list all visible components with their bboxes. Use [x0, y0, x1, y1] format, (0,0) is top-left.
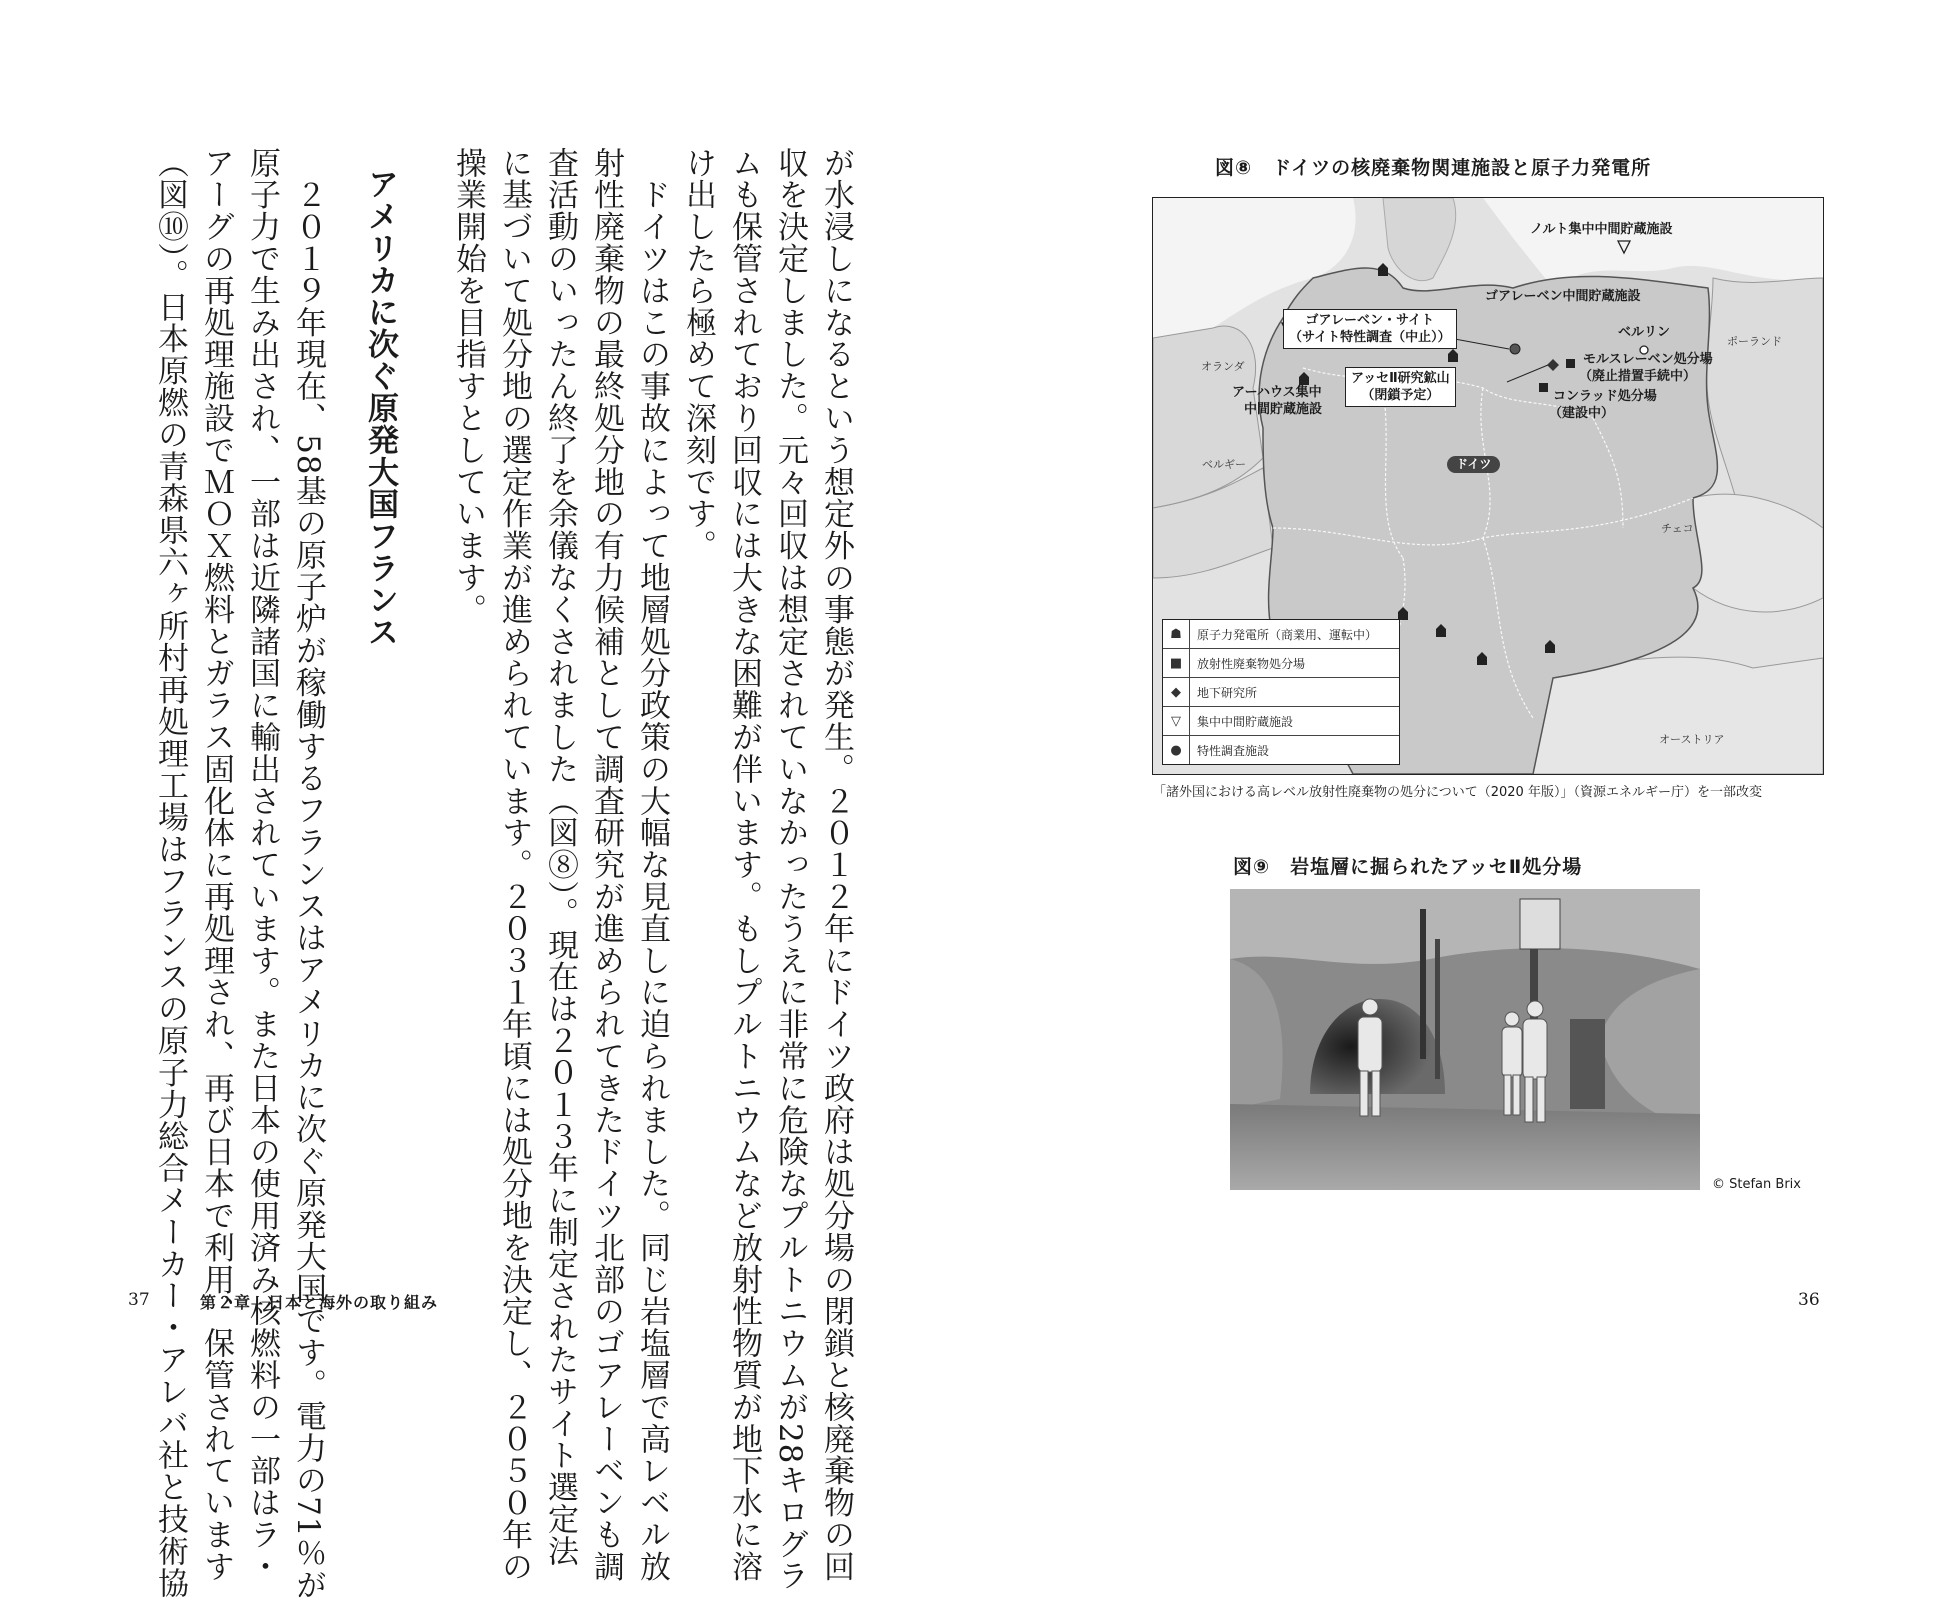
body-text-column: に基づいて処分地の選定作業が進められています。２０３１年頃には処分地を決定し、２０５０年の [496, 147, 532, 1583]
legend-row [1163, 648, 1399, 677]
label-netherlands: オランダ [1201, 360, 1245, 373]
label-czech: チェコ [1661, 522, 1694, 535]
label-nord-storage: ノルト集中中間貯蔵施設 [1530, 222, 1673, 237]
figure9-title: 図⑨ 岩塩層に掘られたアッセⅡ処分場 [1233, 856, 1583, 878]
label-gorleben-storage: ゴアレーベン中間貯蔵施設 [1485, 289, 1641, 304]
label-morsleben-status: （廃止措置手続中） [1579, 369, 1697, 384]
legend-label: 地下研究所 [1197, 685, 1258, 700]
germany-map [1152, 197, 1824, 775]
interim-storage-icon: ▽ [1163, 707, 1190, 735]
map-legend [1162, 619, 1400, 765]
callout-asse [1345, 367, 1456, 407]
legend-label: 原子力発電所（商業用、運転中） [1197, 627, 1378, 642]
label-germany: ドイツ [1447, 456, 1500, 473]
legend-label: 特性調査施設 [1197, 743, 1270, 758]
body-text-column: ２０１９年現在、58基の原子炉が稼働するフランスはアメリカに次ぐ原発大国です。電力の71％が [290, 147, 326, 1601]
body-text-column: 査活動のいったん終了を余儀なくされました（図⑧）。現在は２０１３年に制定されたサイト選定法 [542, 147, 578, 1567]
nuclear-plant-icon: ☗ [1163, 620, 1190, 648]
label-morsleben: モルスレーベン処分場 [1583, 352, 1713, 367]
body-text-column: 収を決定しました。元々回収は想定されていなかったうえに非常に危険なプルトニウムが28キログラ [772, 147, 808, 1592]
page-number-left: 37 [128, 1290, 150, 1310]
figure8-caption: 「諸外国における高レベル放射性廃棄物の処分について（2020 年版）」（資源エネルギー庁）を一部改変 [1153, 785, 1762, 800]
body-text-column: け出したら極めて深刻です。 [680, 147, 716, 562]
body-text-column: 原子力で生み出され、一部は近隣諸国に輸出されています。また日本の使用済み核燃料の一部はラ・ [244, 147, 280, 1583]
body-text-column: 射性廃棄物の最終処分地の有力候補として調査研究が進められてきたドイツ北部のゴアレーベンも調 [588, 147, 624, 1583]
legend-label: 集中中間貯蔵施設 [1197, 714, 1294, 729]
body-text-column: 操業開始を目指すとしています。 [450, 147, 486, 626]
legend-row [1163, 735, 1399, 764]
label-ahaus-2: 中間貯蔵施設 [1244, 402, 1323, 417]
asse-mine-photo [1230, 889, 1700, 1190]
callout-line: ゴアレーベン・サイト [1305, 313, 1435, 328]
survey-site-icon: ● [1163, 736, 1190, 764]
label-belgium: ベルギー [1202, 458, 1246, 471]
legend-row [1163, 706, 1399, 735]
figure8-title: 図⑧ ドイツの核廃棄物関連施設と原子力発電所 [1215, 157, 1652, 179]
callout-line: アッセⅡ研究鉱山 [1351, 371, 1450, 386]
label-poland: ポーランド [1727, 335, 1782, 348]
legend-label: 放射性廃棄物処分場 [1197, 656, 1306, 671]
callout-line: （閉鎖予定） [1361, 388, 1440, 403]
body-text-column: ムも保管されており回収には大きな困難が伴います。もしプルトニウムなど放射性物質が地下水に溶 [726, 147, 762, 1583]
body-text-column: が水浸しになるという想定外の事態が発生。２０１２年にドイツ政府は処分場の閉鎖と核廃棄物の回 [818, 147, 854, 1583]
label-austria: オーストリア [1659, 733, 1725, 746]
callout-line: （サイト特性調査（中止）） [1289, 330, 1451, 345]
running-head: 第２章 日本と海外の取り組み [200, 1293, 439, 1312]
label-konrad-status: （建設中） [1549, 406, 1615, 421]
body-text-column: ドイツはこの事故によって地層処分政策の大幅な見直しに迫られました。同じ岩塩層で高レベル放 [634, 147, 670, 1583]
body-text-column: アーグの再処理施設でＭＯＸ燃料とガラス固化体に再処理され、再び日本で利用、保管されています [198, 147, 234, 1583]
section-heading: アメリカに次ぐ原発大国フランス [362, 168, 398, 648]
label-konrad: コンラッド処分場 [1553, 389, 1657, 404]
photo-credit: © Stefan Brix [1712, 1177, 1801, 1192]
legend-row [1163, 677, 1399, 706]
label-berlin: ベルリン [1618, 325, 1671, 340]
callout-gorleben-site [1283, 309, 1457, 349]
body-text-column: （図⑩）。日本原燃の青森県六ヶ所村再処理工場はフランスの原子力総合メーカー・アレバ社と技術協 [152, 147, 188, 1599]
page-number-right: 36 [1798, 1290, 1820, 1310]
disposal-site-icon: ■ [1163, 649, 1190, 677]
legend-row [1163, 620, 1399, 648]
photo-graphic [1230, 889, 1700, 1190]
research-lab-icon: ◆ [1163, 678, 1190, 706]
label-ahaus: アーハウス集中 [1232, 385, 1322, 400]
